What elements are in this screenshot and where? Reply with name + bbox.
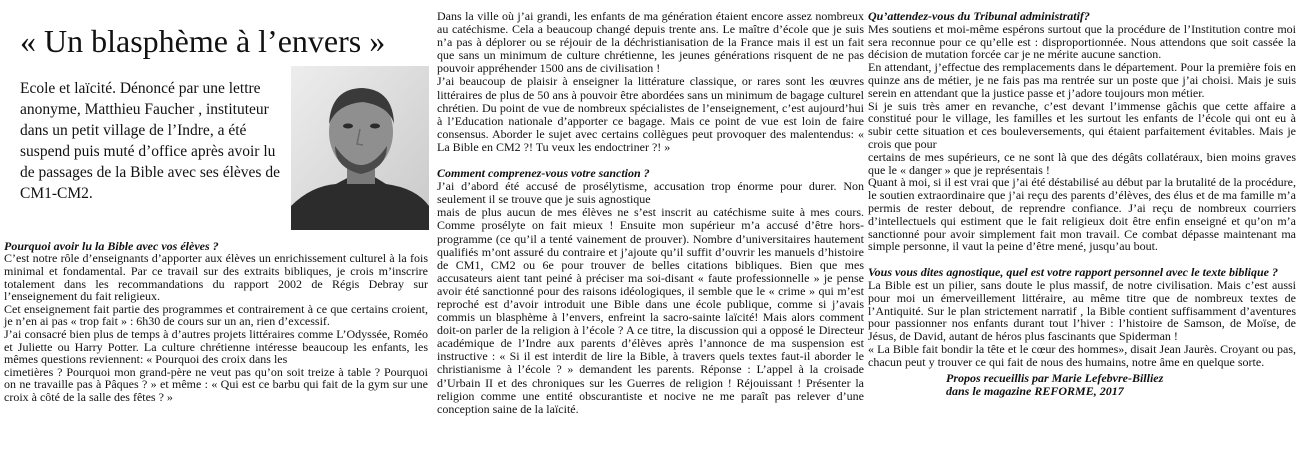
question-4: Vous vous dites agnostique, quel est votre rapport personnel avec le texte biblique ? — [868, 265, 1278, 280]
paragraph: En attendant, j’effectue des remplacements dans le département. Pour la première fois en quinze ans de métier, je ne fais pas ma rentrée sur un poste que j’ai choisi. Mais je suis serein en attendant que la justice passe et j’adore toujours mon métier. — [868, 60, 1296, 100]
headline: « Un blasphème à l’envers » — [20, 23, 386, 59]
column-middle — [437, 10, 864, 416]
paragraph: Si je suis très amer en revanche, c’est devant l’immense gâchis que cette affaire a constitué pour le village, les familles et les surtout les enfants de l’école qui ont eu à subir cette situation et ces bouleversements, qui étaient parfaitement évitables. Mais je crois que pour — [868, 98, 1296, 151]
paragraph: mais de plus aucun de mes élèves ne s’est inscrit au catéchisme suite à mes cours. Comme prosélyte on fait mieux ! Ensuite mon supérieur m’a accusé d’être hors-programme (ce qu’il a tenté vainement de prouver). Nombre d’universitaires hautement qualifiés m’ont assuré du contraire et j’ajoute qu’il suffit d’ouvrir les manuels d’histoire de CM1, CM2 ou 6e pour trouver de belles citations bibliques. Bien que mes accusateurs aient tant peiné à préciser ma soi-disant « faute professionnelle » je pense avoir été sanctionné pour des raisons idéologiques, il semble que le « crime » qui m’est reproché est d’avoir introduit une Bible dans une école publique, comme si j’avais commis un blasphème à l’envers, enfreint la sacro-sainte laïcité! Mais alors comment doit-on parler de la religion à l’école ? A ce titre, la discussion qui a opposé le Directeur académique de l’Indre aux parents d’élèves après l’annonce de ma suspension est instructive : « Si il est interdit de lire la Bible, à travers quels textes faut-il aborder le christianisme à l’école ? » demandent les parents. Réponse : L’appel à la croisade d’Urbain II et des chroniques sur les Guerres de religion ! Réjouissant ! Présenter la religion comme une entité obscurantiste et nocive ne me paraît pas relever d’une conception saine de la laïcité. — [437, 205, 864, 416]
lead-paragraph: Ecole et laïcité. Dénoncé par une lettre anonyme, Matthieu Faucher , instituteur dans un petit village de l’Indre, a été suspend puis muté d’office après avoir lu de passages de la Bible avec ses élèves de CM1-CM2. — [20, 80, 280, 202]
credit-line: Propos recueillis par Marie Lefebvre-Billiez — [946, 370, 1164, 385]
paragraph: J’ai d’abord été accusé de prosélytisme, accusation trop énorme pour durer. Non seulement il se trouve que je suis agnostique — [437, 179, 864, 207]
paragraph: Cet enseignement fait partie des programmes et contrairement à ce que certains croient, je n’en ai pas « trop fait » : 6h30 de cours sur un an, rien d’excessif. — [4, 301, 428, 329]
column-right — [868, 10, 1296, 398]
paragraph: Quant à moi, si il est vrai que j’ai été déstabilisé au début par la brutalité de la procédure, le soutien extraordinaire que j’ai reçu des parents d’élèves, des élus et de ma famille m’a permis de rester debout, de reprendre confiance. J’ai reçu de nombreux courriers d’intellectuels qui estiment que le fait religieux doit être enfin enseigné et qu’on m’a sanctionné pour avoir simplement fait mon travail. Ce combat dépasse maintenant ma simple personne, il vaut la peine d’être mené, jusqu’au bout. — [868, 175, 1296, 254]
paragraph: cimetières ? Pourquoi mon grand-père ne veut pas qu’on soit treize à table ? Pourquoi on ne travaille pas à Pâques ? » et même : « Qui est ce barbu qui fait de la gym sur une croix à côté de la salle des fêtes ? » — [4, 364, 428, 404]
question-2: Comment comprenez-vous votre sanction ? — [437, 166, 650, 181]
paragraph: « La Bible fait bondir la tête et le cœur des hommes», disait Jean Jaurès. Croyant ou pas, chacun peut y trouver ce qui fait de nous des humains, notre âme en quelque sorte. — [868, 341, 1296, 369]
question-1: Pourquoi avoir lu la Bible avec vos élèves ? — [4, 239, 219, 253]
column-left-body — [4, 240, 428, 404]
credit-line: dans le magazine REFORME, 2017 — [946, 383, 1124, 398]
paragraph: certains de mes supérieurs, ce ne sont là que des dégâts collatéraux, bien moins graves que le « danger » que je représentais ! — [868, 149, 1296, 177]
paragraph: Dans la ville où j’ai grandi, les enfants de ma génération étaient encore assez nombreux au catéchisme. Cela a beaucoup changé depuis trente ans. Le maître d’école que je suis n’a pas à déplorer ou se réjouir de la déchristianisation de la France mais il est un fait que sans un minimum de culture chrétienne, les jeunes générations risquent de ne pas pouvoir appréhender 1500 ans de civilisation ! — [437, 9, 864, 76]
paragraph: J’ai beaucoup de plaisir à enseigner la littérature classique, or rares sont les œuvres littéraires de plus de 50 ans à pouvoir être abordées sans un minimum de bagage culturel chrétien. Du point de vue de nombreux spécialistes de l’enseignement, c’est aujourd’hui à l’Education nationale d’apporter ce bagage. Mais ce point de vue est loin de faire consensus. Aborder le sujet avec certains collègues peut provoquer des malentendus: « La Bible en CM2 ?! Tu veux les endoctriner ?! » — [437, 74, 864, 154]
paragraph: Mes soutiens et moi-même espérons surtout que la procédure de l’Institution contre moi sera reconnue pour ce qu’elle est : disproportionnée. Nous attendons que soit cassée la décision de mutation forcée car je ne mérite aucune sanction. — [868, 21, 1296, 62]
paragraph: J’ai consacré bien plus de temps à d’autres projets littéraires comme L’Odyssée, Roméo et Juliette ou Harry Potter. La culture chrétienne intéresse beaucoup les enfants, les mêmes questions reviennent: « Pourquoi des croix dans les — [4, 326, 428, 367]
paragraph: C’est notre rôle d’enseignants d’apporter aux élèves un enrichissement culturel à la fois minimal et fondamental. Par ce travail sur des extraits bibliques, je crois m’inscrire totalement dans les recommandations du rapport 2002 de Régis Debray sur l’enseignement du fait religieux. — [4, 251, 428, 304]
portrait-photo — [291, 66, 429, 230]
credit — [946, 372, 1296, 398]
paragraph: La Bible est un pilier, sans doute le plus massif, de notre civilisation. Mais c’est aussi pour moi un émerveillement littéraire, au même titre que de nombreux textes de l’Antiquité. Sur le plan strictement narratif , la Bible contient suffisamment d’aventures pour passionner nos enfants durant tout l’hiver : l’histoire de Samson, de Moïse, de Jésus, de David, autant de héros plus fascinants que Spiderman ! — [868, 277, 1296, 344]
question-3: Qu’attendez-vous du Tribunal administratif? — [868, 9, 1090, 23]
column-left — [0, 0, 432, 456]
